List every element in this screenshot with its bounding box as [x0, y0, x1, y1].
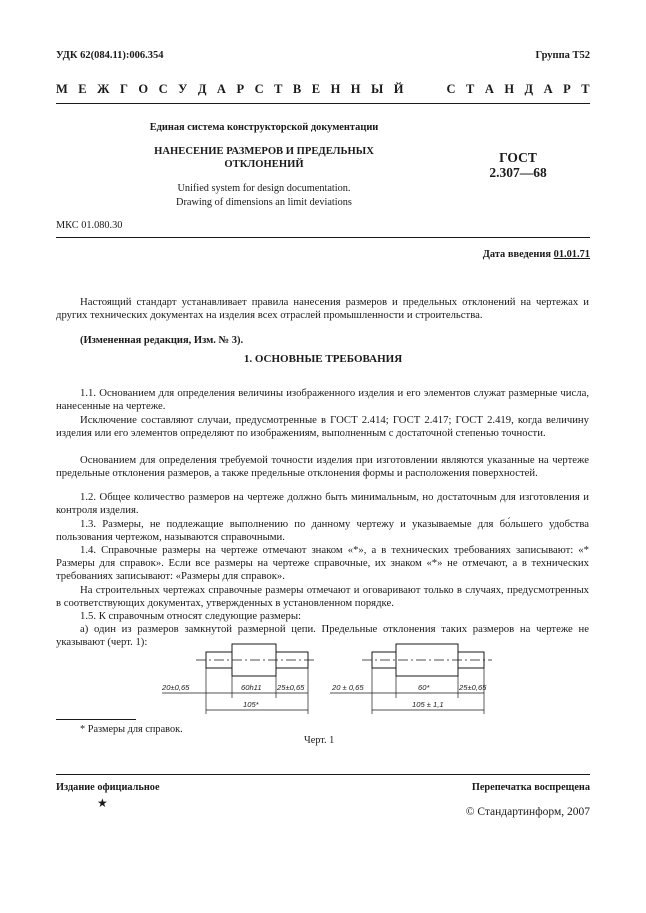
english-title-line-2: Drawing of dimensions an limit deviations [176, 196, 352, 208]
english-title [96, 182, 432, 209]
heading-letter: В [292, 82, 302, 96]
footer-rule [56, 774, 590, 775]
intro-paragraph: Настоящий стандарт устанавливает правила нанесения размеров и предельных отклонений на чертежах и других технических документах на изделия всех отраслей промышленности и строительства. [56, 295, 589, 321]
heading-letter: Н [330, 82, 341, 96]
heading-letter: Г [119, 82, 128, 96]
reprint-notice: Перепечатка воспрещена [471, 782, 590, 793]
heading-letter: С [158, 82, 168, 96]
drawing-caption: Черт. 1 [304, 735, 335, 746]
title-block-rule [56, 237, 590, 238]
heading-letter: Т [465, 82, 475, 96]
heading-letter: А [484, 82, 494, 96]
official-edition: Издание официальное [56, 782, 160, 793]
paragraph-1-3: 1.3. Размеры, не подлежащие выполнению по данному чертежу и указываемые для бо́льшего удобства пользования чертежом, называются справочными. [56, 517, 589, 543]
right-dim-25: 25±0,65 [459, 683, 487, 692]
document-title [96, 146, 432, 171]
gost-designation [458, 150, 578, 180]
paragraph-1-5: 1.5. К справочным относят следующие размеры: [80, 609, 301, 622]
copyright: © Стандартинформ, 2007 [465, 806, 590, 818]
heading-letter: С [446, 82, 456, 96]
heading-letter: Ж [97, 82, 110, 96]
heading-letter: Т [274, 82, 283, 96]
heading-letter: Ы [371, 82, 384, 96]
heading-letter: У [178, 82, 188, 96]
group-code: Группа Т52 [535, 50, 590, 61]
heading-letter: Д [524, 82, 534, 96]
english-title-line-1: Unified system for design documentation. [177, 183, 351, 194]
footnote-rule [56, 719, 136, 720]
heading-letter: Е [311, 82, 321, 96]
heading-gap [414, 82, 436, 97]
paragraph-1-4-construction: На строительных чертежах справочные размеры отмечают и оговаривают только в случаях, предусмотренных в соответствующих документах, утвержденных в установленном порядке. [56, 583, 589, 609]
left-shaft-drawing [162, 644, 316, 714]
title-line-2: ОТКЛОНЕНИЙ [224, 158, 304, 170]
star-mark: ★ [97, 796, 108, 810]
right-dim-60: 60* [418, 683, 430, 692]
heading-rule [56, 103, 590, 104]
revision-note: (Измененная редакция, Изм. № 3). [80, 334, 244, 346]
title-line-1: НАНЕСЕНИЕ РАЗМЕРОВ И ПРЕДЕЛЬНЫХ [154, 146, 374, 157]
section-title: 1. ОСНОВНЫЕ ТРЕБОВАНИЯ [243, 353, 403, 365]
mks-code: МКС 01.080.30 [56, 220, 123, 231]
heading-letter: А [216, 82, 226, 96]
interstate-standard-heading [56, 82, 590, 97]
paragraph-1-2: 1.2. Общее количество размеров на чертеже должно быть минимальным, но достаточным для изготовления и контроля изделия. [56, 490, 589, 516]
udk-code: УДК 62(084.11):006.354 [56, 50, 164, 61]
paragraph-1-1-accuracy: Основанием для определения требуемой точности изделия при изготовлении являются указанные на чертеже предельные отклонения размеров, а также предельные отклонения формы и расположения поверхностей. [56, 453, 589, 479]
heading-letter: О [138, 82, 149, 96]
heading-letter: С [254, 82, 264, 96]
intro-date [483, 249, 590, 260]
heading-letter: Р [563, 82, 571, 96]
footnote: * Размеры для справок. [80, 724, 183, 735]
paragraph-1-1-exceptions: Исключение составляют случаи, предусмотренные в ГОСТ 2.414; ГОСТ 2.417; ГОСТ 2.419, когда величину изделия или его элементов определяют по изображениям, выполненным с достаточной степенью точности. [56, 413, 589, 439]
heading-letter: Д [197, 82, 207, 96]
heading-letter: Н [350, 82, 361, 96]
intro-date-label: Дата введения [482, 249, 552, 260]
heading-letter: Е [78, 82, 87, 96]
paragraph-1-1: 1.1. Основанием для определения величины изображенного изделия и его элементов служат размерные числа, нанесенные на чертеже. [56, 386, 589, 412]
gost-number: 2.307—68 [489, 165, 547, 180]
intro-date-value: 01.01.71 [553, 249, 590, 260]
left-dim-25: 25±0,65 [277, 683, 305, 692]
left-dim-60: 60h11 [241, 683, 262, 692]
drawing-1 [140, 636, 540, 724]
heading-letter: Н [504, 82, 515, 96]
right-dim-20: 20 ± 0,65 [332, 683, 364, 692]
heading-letter: Й [393, 82, 404, 96]
heading-letter: А [543, 82, 553, 96]
left-dim-20: 20±0,65 [162, 683, 190, 692]
heading-letter: М [56, 82, 68, 96]
right-dim-105: 105 ± 1,1 [412, 700, 444, 709]
paragraph-1-5-a: а) один из размеров замкнутой размерной цепи. Предельные отклонения таких размеров на чертеже не указывают (черт. 1): [56, 622, 589, 648]
right-shaft-drawing [330, 644, 492, 714]
heading-letter: Т [581, 82, 590, 96]
heading-letter: Р [236, 82, 245, 96]
gost-label: ГОСТ [499, 150, 537, 165]
system-name: Единая система конструкторской документации [149, 122, 379, 133]
paragraph-1-4: 1.4. Справочные размеры на чертеже отмечают знаком «*», а в технических требованиях записывают: «* Размеры для справок». Если все размеры на чертеже справочные, их знаком «*» не отмечают, а в технических требованиях записывают: «Размеры для справок». [56, 543, 589, 582]
left-dim-105: 105* [243, 700, 259, 709]
